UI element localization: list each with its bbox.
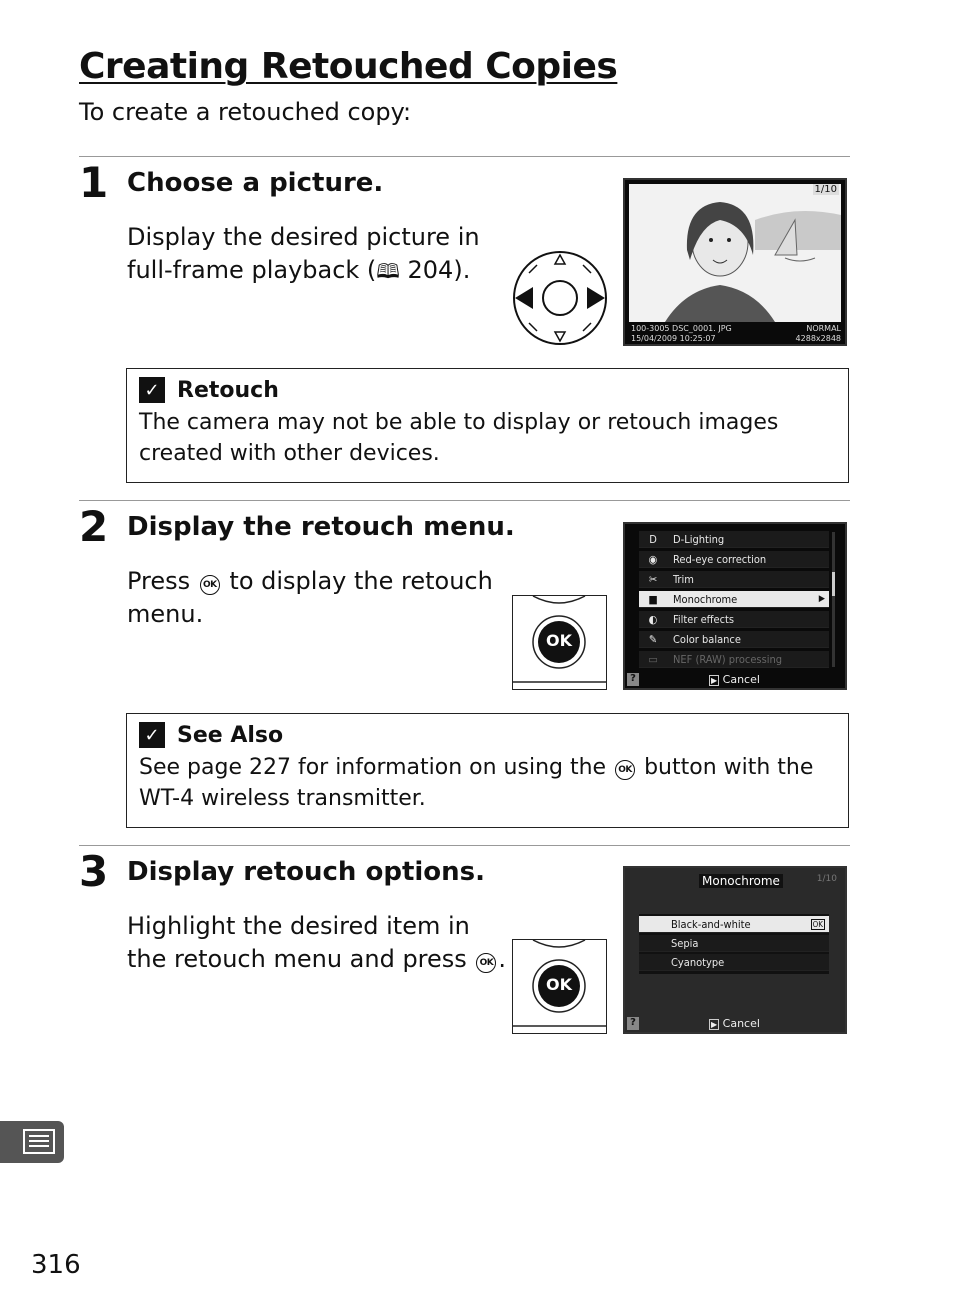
multi-selector-icon — [511, 249, 609, 347]
note-icon: ✓ — [139, 377, 165, 403]
retouch-menu-screen — [623, 522, 847, 690]
step-heading: Display the retouch menu. — [127, 512, 515, 542]
note-heading: See Also — [177, 722, 284, 748]
option: Cyanotype — [639, 954, 829, 971]
section-tab[interactable] — [0, 1121, 64, 1163]
help-icon: ? — [627, 1017, 639, 1030]
menu-list-icon — [0, 1121, 64, 1163]
portrait-photo — [625, 180, 845, 344]
cancel-hint: ▶ Cancel — [711, 1017, 760, 1030]
menu-header: Monochrome — [699, 874, 783, 888]
ok-button-illustration — [512, 939, 607, 1034]
step-number: 2 — [79, 502, 109, 551]
help-icon: ? — [627, 673, 639, 686]
photo-info: 100-3005 DSC_0001. JPG NORMAL 15/04/2009 10:25:07 4288x2848 — [631, 324, 841, 343]
menu-item: ▭ NEF (RAW) processing — [639, 651, 829, 668]
step-number: 1 — [79, 158, 109, 207]
menu-item: ✂ Trim — [639, 571, 829, 588]
frame-counter: 1/10 — [814, 184, 837, 195]
step-body: Highlight the desired item in the retouch menu and press OK . — [127, 912, 507, 973]
menu-item: ◉ Red-eye correction — [639, 551, 829, 568]
monochrome-screen — [623, 866, 847, 1034]
cancel-hint: ▶ Cancel — [711, 673, 760, 686]
note-text: The camera may not be able to display or retouch images created with other devices. — [139, 410, 779, 466]
step-body: Press OK to display the retouch menu. — [127, 567, 493, 628]
ok-label: OK — [546, 631, 572, 650]
note-see-also — [126, 713, 849, 828]
menu-item: ✎ Color balance — [639, 631, 829, 648]
scrollbar-thumb — [832, 572, 835, 596]
note-icon: ✓ — [139, 722, 165, 748]
step-heading: Choose a picture. — [127, 168, 384, 198]
divider — [79, 156, 850, 157]
page-title: Creating Retouched Copies — [79, 46, 618, 87]
menu-item-selected: ■ Monochrome ▶ — [639, 591, 829, 608]
frame-counter: 1/10 — [816, 874, 837, 884]
book-icon: 🕮 — [376, 259, 400, 283]
option-selected: Black-and-white OK — [639, 916, 829, 933]
menu-item: ◐ Filter effects — [639, 611, 829, 628]
note-heading: Retouch — [177, 377, 279, 403]
ok-icon: OK — [476, 953, 496, 973]
ok-icon: OK — [615, 760, 635, 780]
note-retouch — [126, 368, 849, 483]
step-body: Display the desired picture in full-frame playback (🕮 204). — [127, 221, 507, 288]
divider — [79, 845, 850, 846]
ok-label: OK — [546, 975, 572, 994]
ok-icon: OK — [200, 575, 220, 595]
divider — [79, 500, 850, 501]
menu-item: D D-Lighting — [639, 531, 829, 548]
option: Sepia — [639, 935, 829, 952]
note-text: See page 227 for information on using the OK button with the WT-4 wireless transmitter. — [139, 755, 814, 811]
ok-button-illustration — [512, 595, 607, 690]
step-heading: Display retouch options. — [127, 857, 486, 887]
step-number: 3 — [79, 847, 109, 896]
intro-text: To create a retouched copy: — [79, 98, 412, 126]
playback-screen — [623, 178, 847, 346]
page-number: 316 — [31, 1250, 81, 1280]
